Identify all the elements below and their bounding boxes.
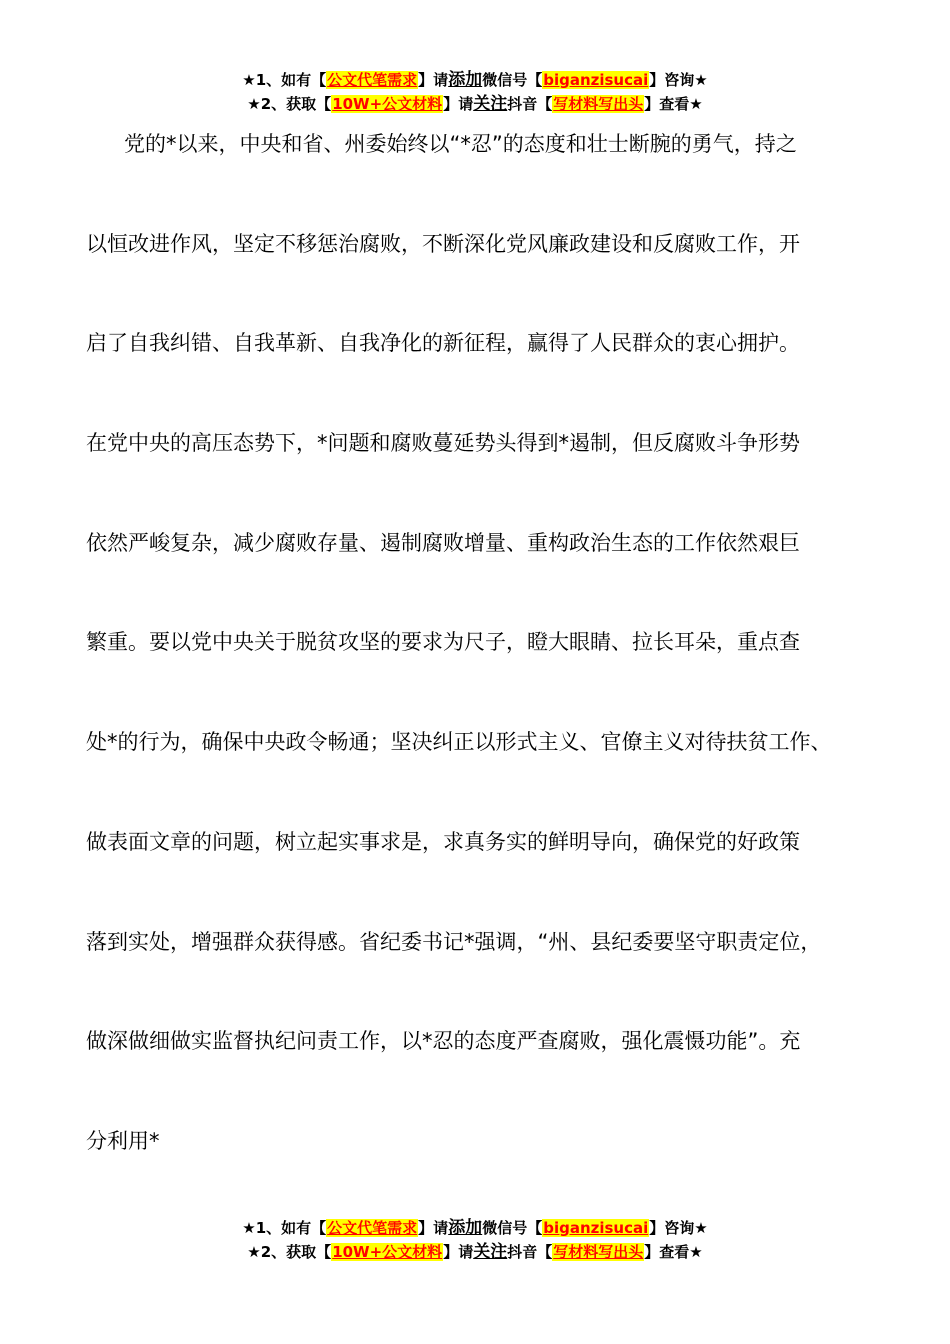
banner-text: ★2、获取【 [247, 1243, 332, 1261]
emphasis-add: 添加 [448, 1218, 483, 1238]
footer-banner [0, 1216, 950, 1264]
banner-text: 】请 [443, 1243, 474, 1261]
banner-line-1 [0, 1216, 950, 1240]
body-line: 在党中央的高压态势下，*问题和腐败蔓延势头得到*遏制，但反腐败斗争形势 [86, 431, 800, 456]
body-line: 依然严峻复杂，减少腐败存量、遏制腐败增量、重构政治生态的工作依然艰巨 [86, 530, 800, 555]
highlight-ghostwriting: 公文代笔需求 [327, 71, 418, 89]
banner-text: 微信号【 [482, 71, 543, 89]
highlight-wechat-id: biganzisucai [543, 1219, 649, 1237]
banner-line-2 [0, 92, 950, 116]
banner-text: 】请 [443, 95, 474, 113]
banner-text: 抖音【 [507, 1243, 553, 1261]
banner-text: 抖音【 [507, 95, 553, 113]
emphasis-follow: 关注 [473, 94, 508, 114]
body-line: 启了自我纠错、自我革新、自我净化的新征程，赢得了人民群众的衷心拥护。 [86, 331, 800, 356]
highlight-douyin-account: 写材料写出头 [553, 95, 644, 113]
banner-text: 】查看★ [644, 1243, 703, 1261]
banner-text: 微信号【 [482, 1219, 543, 1237]
highlight-wechat-id: biganzisucai [543, 71, 649, 89]
body-line: 繁重。要以党中央关于脱贫攻坚的要求为尺子，瞪大眼睛、拉长耳朵，重点查 [86, 630, 800, 655]
emphasis-add: 添加 [448, 70, 483, 90]
body-line: 党的*以来，中央和省、州委始终以“*忍”的态度和壮士断腕的勇气，持之 [124, 132, 797, 156]
highlight-materials: 10W+公文材料 [332, 95, 443, 113]
banner-text: 】咨询★ [649, 71, 708, 89]
body-line: 落到实处，增强群众获得感。省纪委书记*强调，“州、县纪委要坚守职责定位， [86, 929, 822, 954]
body-line: 做深做细做实监督执纪问责工作，以*忍的态度严查腐败，强化震慑功能”。充 [86, 1029, 801, 1054]
body-line: 处*的行为，确保中央政令畅通；坚决纠正以形式主义、官僚主义对待扶贫工作、 [86, 730, 832, 755]
banner-text: 】查看★ [644, 95, 703, 113]
body-line: 以恒改进作风，坚定不移惩治腐败，不断深化党风廉政建设和反腐败工作，开 [86, 231, 800, 256]
header-banner [0, 68, 950, 116]
highlight-douyin-account: 写材料写出头 [553, 1243, 644, 1261]
banner-line-2 [0, 1240, 950, 1264]
banner-text: 】请 [418, 1219, 449, 1237]
highlight-materials: 10W+公文材料 [332, 1243, 443, 1261]
banner-line-1 [0, 68, 950, 92]
banner-text: ★2、获取【 [247, 95, 332, 113]
banner-text: 】请 [418, 71, 449, 89]
body-line: 分利用* [86, 1128, 160, 1153]
banner-text: 】咨询★ [649, 1219, 708, 1237]
document-body [86, 122, 876, 1219]
body-line: 做表面文章的问题，树立起实事求是，求真务实的鲜明导向，确保党的好政策 [86, 829, 800, 854]
highlight-ghostwriting: 公文代笔需求 [327, 1219, 418, 1237]
banner-text: ★1、如有【 [242, 1219, 327, 1237]
emphasis-follow: 关注 [473, 1242, 508, 1262]
banner-text: ★1、如有【 [242, 71, 327, 89]
